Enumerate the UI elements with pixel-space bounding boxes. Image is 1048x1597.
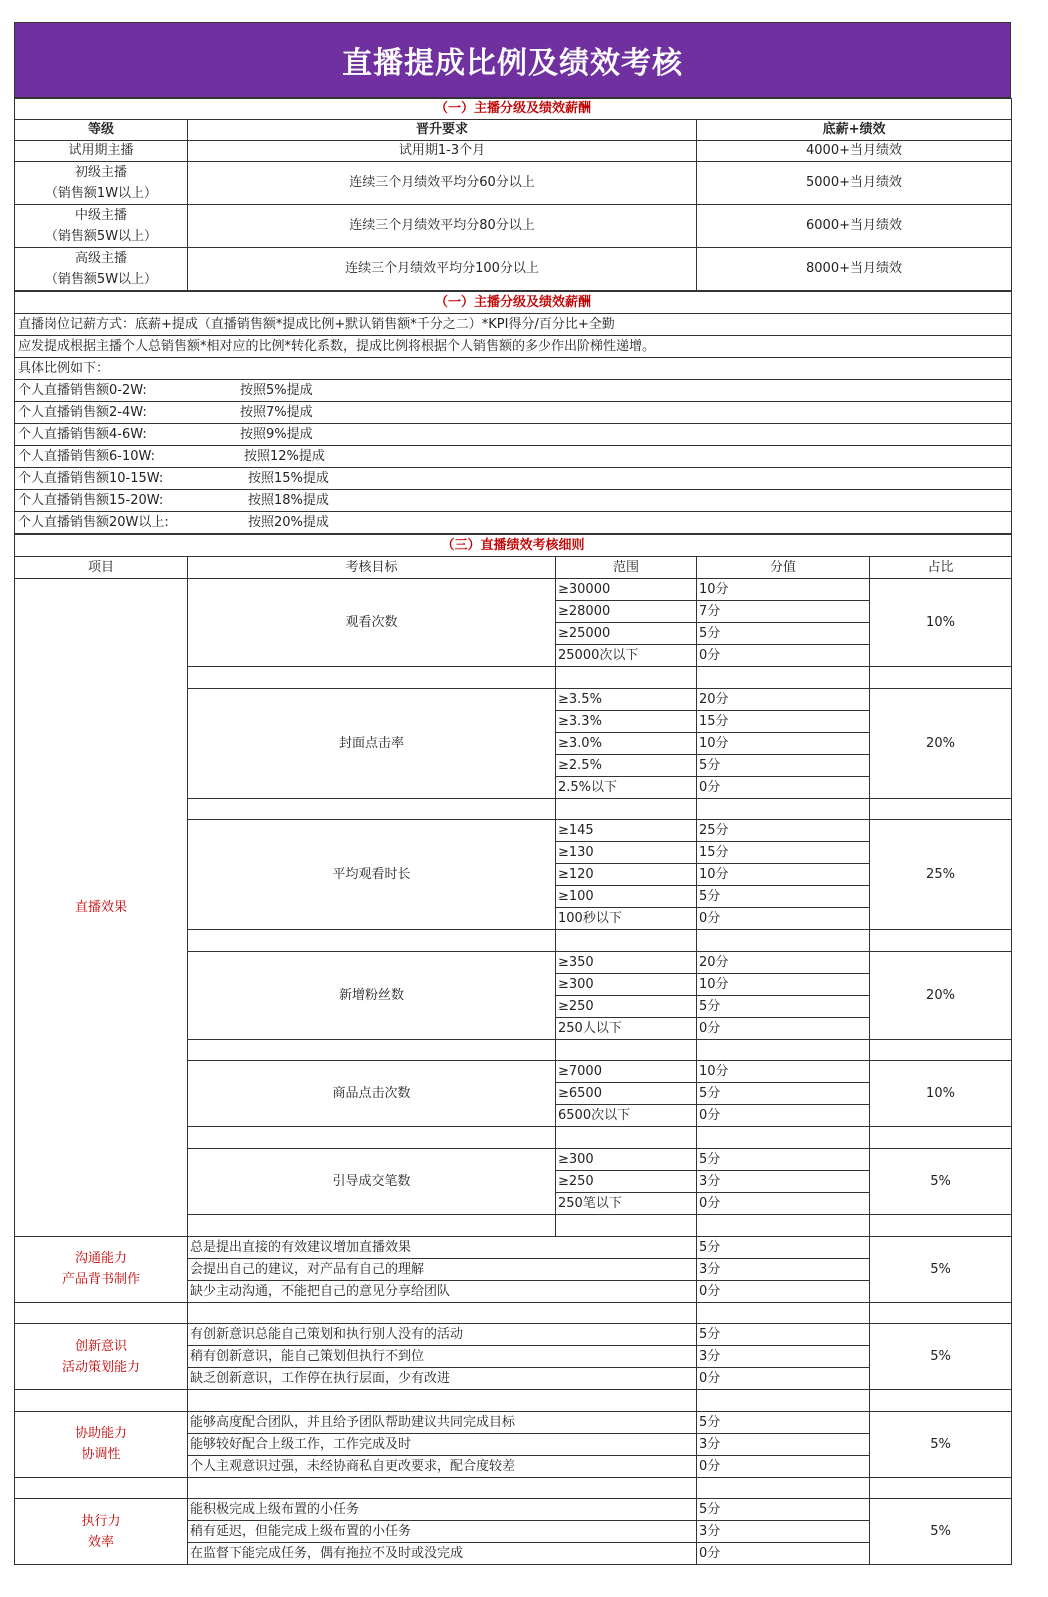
empty-cell (188, 798, 556, 820)
tier-row: 个人直播销售额6-10W: 按照12%提成 (15, 446, 1012, 468)
metric-name-cell: 商品点击次数 (188, 1061, 556, 1127)
share-cell: 5% (870, 1236, 1012, 1302)
score-cell: 3分 (697, 1258, 870, 1280)
score-cell: 15分 (697, 710, 870, 732)
empty-cell (870, 930, 1012, 952)
commission-table (14, 291, 1012, 534)
empty-cell (870, 1302, 1012, 1324)
spacer-row (15, 1390, 1012, 1412)
empty-cell (556, 1039, 697, 1061)
score-cell: 0分 (697, 776, 870, 798)
pay-cell: 8000+当月绩效 (697, 248, 1012, 291)
criterion-cell: 有创新意识总能自己策划和执行别人没有的活动 (188, 1324, 697, 1346)
empty-cell (188, 1039, 556, 1061)
pay-cell: 5000+当月绩效 (697, 162, 1012, 205)
range-cell: ≥120 (556, 864, 697, 886)
empty-cell (556, 1214, 697, 1236)
range-cell: ≥28000 (556, 601, 697, 623)
requirement-cell: 连续三个月绩效平均分80分以上 (188, 205, 697, 248)
kpi-table (14, 534, 1012, 1565)
section-title: （三）直播绩效考核细则 (15, 535, 1012, 557)
page-title: 直播提成比例及绩效考核 (14, 22, 1011, 98)
tier-row: 个人直播销售额0-2W: 按照5%提成 (15, 380, 1012, 402)
score-cell: 0分 (697, 1017, 870, 1039)
table-row (15, 248, 1012, 291)
empty-cell (15, 1477, 188, 1499)
requirement-cell: 连续三个月绩效平均分60分以上 (188, 162, 697, 205)
score-cell: 0分 (697, 1455, 870, 1477)
section-title: （一）主播分级及绩效薪酬 (15, 99, 1012, 120)
empty-cell (870, 1477, 1012, 1499)
empty-cell (556, 1127, 697, 1149)
range-cell: ≥145 (556, 820, 697, 842)
empty-cell (697, 667, 870, 689)
level-cell: 初级主播 （销售额1W以上） (15, 162, 188, 205)
range-cell: ≥300 (556, 973, 697, 995)
range-cell: 250笔以下 (556, 1192, 697, 1214)
column-header: 等级 (15, 120, 188, 141)
salary-method-line: 直播岗位记薪方式：底薪+提成（直播销售额*提成比例+默认销售额*千分之二）*KPI得分/百分比+全勤 (15, 314, 1012, 336)
criterion-cell: 缺乏创新意识，工作停在执行层面，少有改进 (188, 1368, 697, 1390)
score-cell: 3分 (697, 1521, 870, 1543)
range-cell: ≥250 (556, 995, 697, 1017)
empty-cell (697, 930, 870, 952)
ability-name-cell: 协助能力 协调性 (15, 1411, 188, 1477)
range-cell: 2.5%以下 (556, 776, 697, 798)
share-cell: 10% (870, 1061, 1012, 1127)
share-cell: 5% (870, 1324, 1012, 1390)
table-row (15, 1324, 1012, 1346)
score-cell: 0分 (697, 1192, 870, 1214)
score-cell: 5分 (697, 754, 870, 776)
criterion-cell: 能积极完成上级布置的小任务 (188, 1499, 697, 1521)
range-cell: ≥100 (556, 886, 697, 908)
empty-cell (697, 1477, 870, 1499)
criterion-cell: 总是提出直接的有效建议增加直播效果 (188, 1236, 697, 1258)
column-header: 分值 (697, 557, 870, 579)
empty-cell (556, 667, 697, 689)
score-cell: 10分 (697, 973, 870, 995)
share-cell: 10% (870, 579, 1012, 667)
score-cell: 3分 (697, 1433, 870, 1455)
requirement-cell: 连续三个月绩效平均分100分以上 (188, 248, 697, 291)
share-cell: 5% (870, 1148, 1012, 1214)
range-cell: ≥130 (556, 842, 697, 864)
range-cell: ≥2.5% (556, 754, 697, 776)
level-cell: 高级主播 （销售额5W以上） (15, 248, 188, 291)
range-cell: ≥7000 (556, 1061, 697, 1083)
empty-cell (870, 1127, 1012, 1149)
range-cell: ≥3.0% (556, 732, 697, 754)
score-cell: 0分 (697, 645, 870, 667)
range-cell: ≥350 (556, 951, 697, 973)
empty-cell (697, 1302, 870, 1324)
share-cell: 25% (870, 820, 1012, 930)
score-cell: 0分 (697, 1543, 870, 1565)
score-cell: 5分 (697, 1083, 870, 1105)
ability-name-cell: 创新意识 活动策划能力 (15, 1324, 188, 1390)
metric-name-cell: 引导成交笔数 (188, 1148, 556, 1214)
metric-name-cell: 封面点击率 (188, 688, 556, 798)
score-cell: 25分 (697, 820, 870, 842)
metric-name-cell: 平均观看时长 (188, 820, 556, 930)
spreadsheet (14, 22, 1011, 1565)
score-cell: 10分 (697, 1061, 870, 1083)
empty-cell (188, 1127, 556, 1149)
score-cell: 5分 (697, 995, 870, 1017)
column-header: 晋升要求 (188, 120, 697, 141)
empty-cell (870, 667, 1012, 689)
empty-cell (15, 1302, 188, 1324)
table-row (15, 1236, 1012, 1258)
range-cell: ≥300 (556, 1148, 697, 1170)
ability-name-cell: 沟通能力 产品背书制作 (15, 1236, 188, 1302)
column-header: 范围 (556, 557, 697, 579)
criterion-cell: 稍有延迟，但能完成上级布置的小任务 (188, 1521, 697, 1543)
range-cell: 250人以下 (556, 1017, 697, 1039)
column-header: 考核目标 (188, 557, 556, 579)
empty-cell (697, 1127, 870, 1149)
empty-cell (697, 798, 870, 820)
score-cell: 3分 (697, 1346, 870, 1368)
tier-row: 个人直播销售额2-4W: 按照7%提成 (15, 402, 1012, 424)
empty-cell (870, 1039, 1012, 1061)
score-cell: 10分 (697, 732, 870, 754)
criterion-cell: 缺少主动沟通，不能把自己的意见分享给团队 (188, 1280, 697, 1302)
criterion-cell: 在监督下能完成任务，偶有拖拉不及时或没完成 (188, 1543, 697, 1565)
table-row (15, 579, 1012, 601)
score-cell: 0分 (697, 1280, 870, 1302)
score-cell: 5分 (697, 623, 870, 645)
section-title: （一）主播分级及绩效薪酬 (15, 292, 1012, 314)
column-header: 项目 (15, 557, 188, 579)
tier-row: 个人直播销售额4-6W: 按照9%提成 (15, 424, 1012, 446)
metric-name-cell: 观看次数 (188, 579, 556, 667)
category-cell: 直播效果 (15, 579, 188, 1237)
pay-cell: 6000+当月绩效 (697, 205, 1012, 248)
spacer-row (15, 1302, 1012, 1324)
range-cell: ≥25000 (556, 623, 697, 645)
tier-row: 个人直播销售额10-15W: 按照15%提成 (15, 468, 1012, 490)
score-cell: 0分 (697, 1105, 870, 1127)
pay-cell: 4000+当月绩效 (697, 141, 1012, 162)
range-cell: ≥30000 (556, 579, 697, 601)
score-cell: 5分 (697, 886, 870, 908)
empty-cell (15, 1390, 188, 1412)
empty-cell (870, 1390, 1012, 1412)
share-cell: 5% (870, 1499, 1012, 1565)
score-cell: 5分 (697, 1411, 870, 1433)
score-cell: 5分 (697, 1236, 870, 1258)
tier-row: 个人直播销售额20W以上: 按照20%提成 (15, 512, 1012, 534)
tier-row: 个人直播销售额15-20W: 按照18%提成 (15, 490, 1012, 512)
range-cell: 100秒以下 (556, 908, 697, 930)
range-cell: 6500次以下 (556, 1105, 697, 1127)
empty-cell (870, 798, 1012, 820)
spacer-row (15, 1477, 1012, 1499)
criterion-cell: 个人主观意识过强，未经协商私自更改要求，配合度较差 (188, 1455, 697, 1477)
share-cell: 5% (870, 1411, 1012, 1477)
score-cell: 5分 (697, 1148, 870, 1170)
empty-cell (556, 798, 697, 820)
requirement-cell: 试用期1-3个月 (188, 141, 697, 162)
level-cell: 中级主播 （销售额5W以上） (15, 205, 188, 248)
criterion-cell: 能够高度配合团队，并且给予团队帮助建议共同完成目标 (188, 1411, 697, 1433)
range-cell: ≥250 (556, 1170, 697, 1192)
grade-table (14, 98, 1012, 291)
column-header: 占比 (870, 557, 1012, 579)
criterion-cell: 稍有创新意识，能自己策划但执行不到位 (188, 1346, 697, 1368)
score-cell: 5分 (697, 1324, 870, 1346)
score-cell: 15分 (697, 842, 870, 864)
share-cell: 20% (870, 688, 1012, 798)
empty-cell (188, 1390, 697, 1412)
score-cell: 10分 (697, 864, 870, 886)
table-row (15, 205, 1012, 248)
metric-name-cell: 新增粉丝数 (188, 951, 556, 1039)
empty-cell (697, 1039, 870, 1061)
table-row (15, 1411, 1012, 1433)
empty-cell (188, 1214, 556, 1236)
level-cell: 试用期主播 (15, 141, 188, 162)
score-cell: 7分 (697, 601, 870, 623)
range-cell: 25000次以下 (556, 645, 697, 667)
table-row (15, 1499, 1012, 1521)
empty-cell (188, 667, 556, 689)
empty-cell (188, 1302, 697, 1324)
score-cell: 3分 (697, 1170, 870, 1192)
empty-cell (870, 1214, 1012, 1236)
column-header: 底薪+绩效 (697, 120, 1012, 141)
empty-cell (188, 1477, 697, 1499)
empty-cell (697, 1390, 870, 1412)
criterion-cell: 能够较好配合上级工作，工作完成及时 (188, 1433, 697, 1455)
empty-cell (188, 930, 556, 952)
score-cell: 0分 (697, 1368, 870, 1390)
range-cell: ≥3.5% (556, 688, 697, 710)
commission-rule-line: 应发提成根据主播个人总销售额*相对应的比例*转化系数，提成比例将根据个人销售额的多少作出阶梯性递增。 (15, 336, 1012, 358)
score-cell: 5分 (697, 1499, 870, 1521)
ability-name-cell: 执行力 效率 (15, 1499, 188, 1565)
score-cell: 20分 (697, 688, 870, 710)
share-cell: 20% (870, 951, 1012, 1039)
table-row (15, 141, 1012, 162)
score-cell: 20分 (697, 951, 870, 973)
empty-cell (697, 1214, 870, 1236)
table-row (15, 162, 1012, 205)
range-cell: ≥3.3% (556, 710, 697, 732)
score-cell: 0分 (697, 908, 870, 930)
score-cell: 10分 (697, 579, 870, 601)
criterion-cell: 会提出自己的建议，对产品有自己的理解 (188, 1258, 697, 1280)
ratio-intro-line: 具体比例如下： (15, 358, 1012, 380)
range-cell: ≥6500 (556, 1083, 697, 1105)
empty-cell (556, 930, 697, 952)
